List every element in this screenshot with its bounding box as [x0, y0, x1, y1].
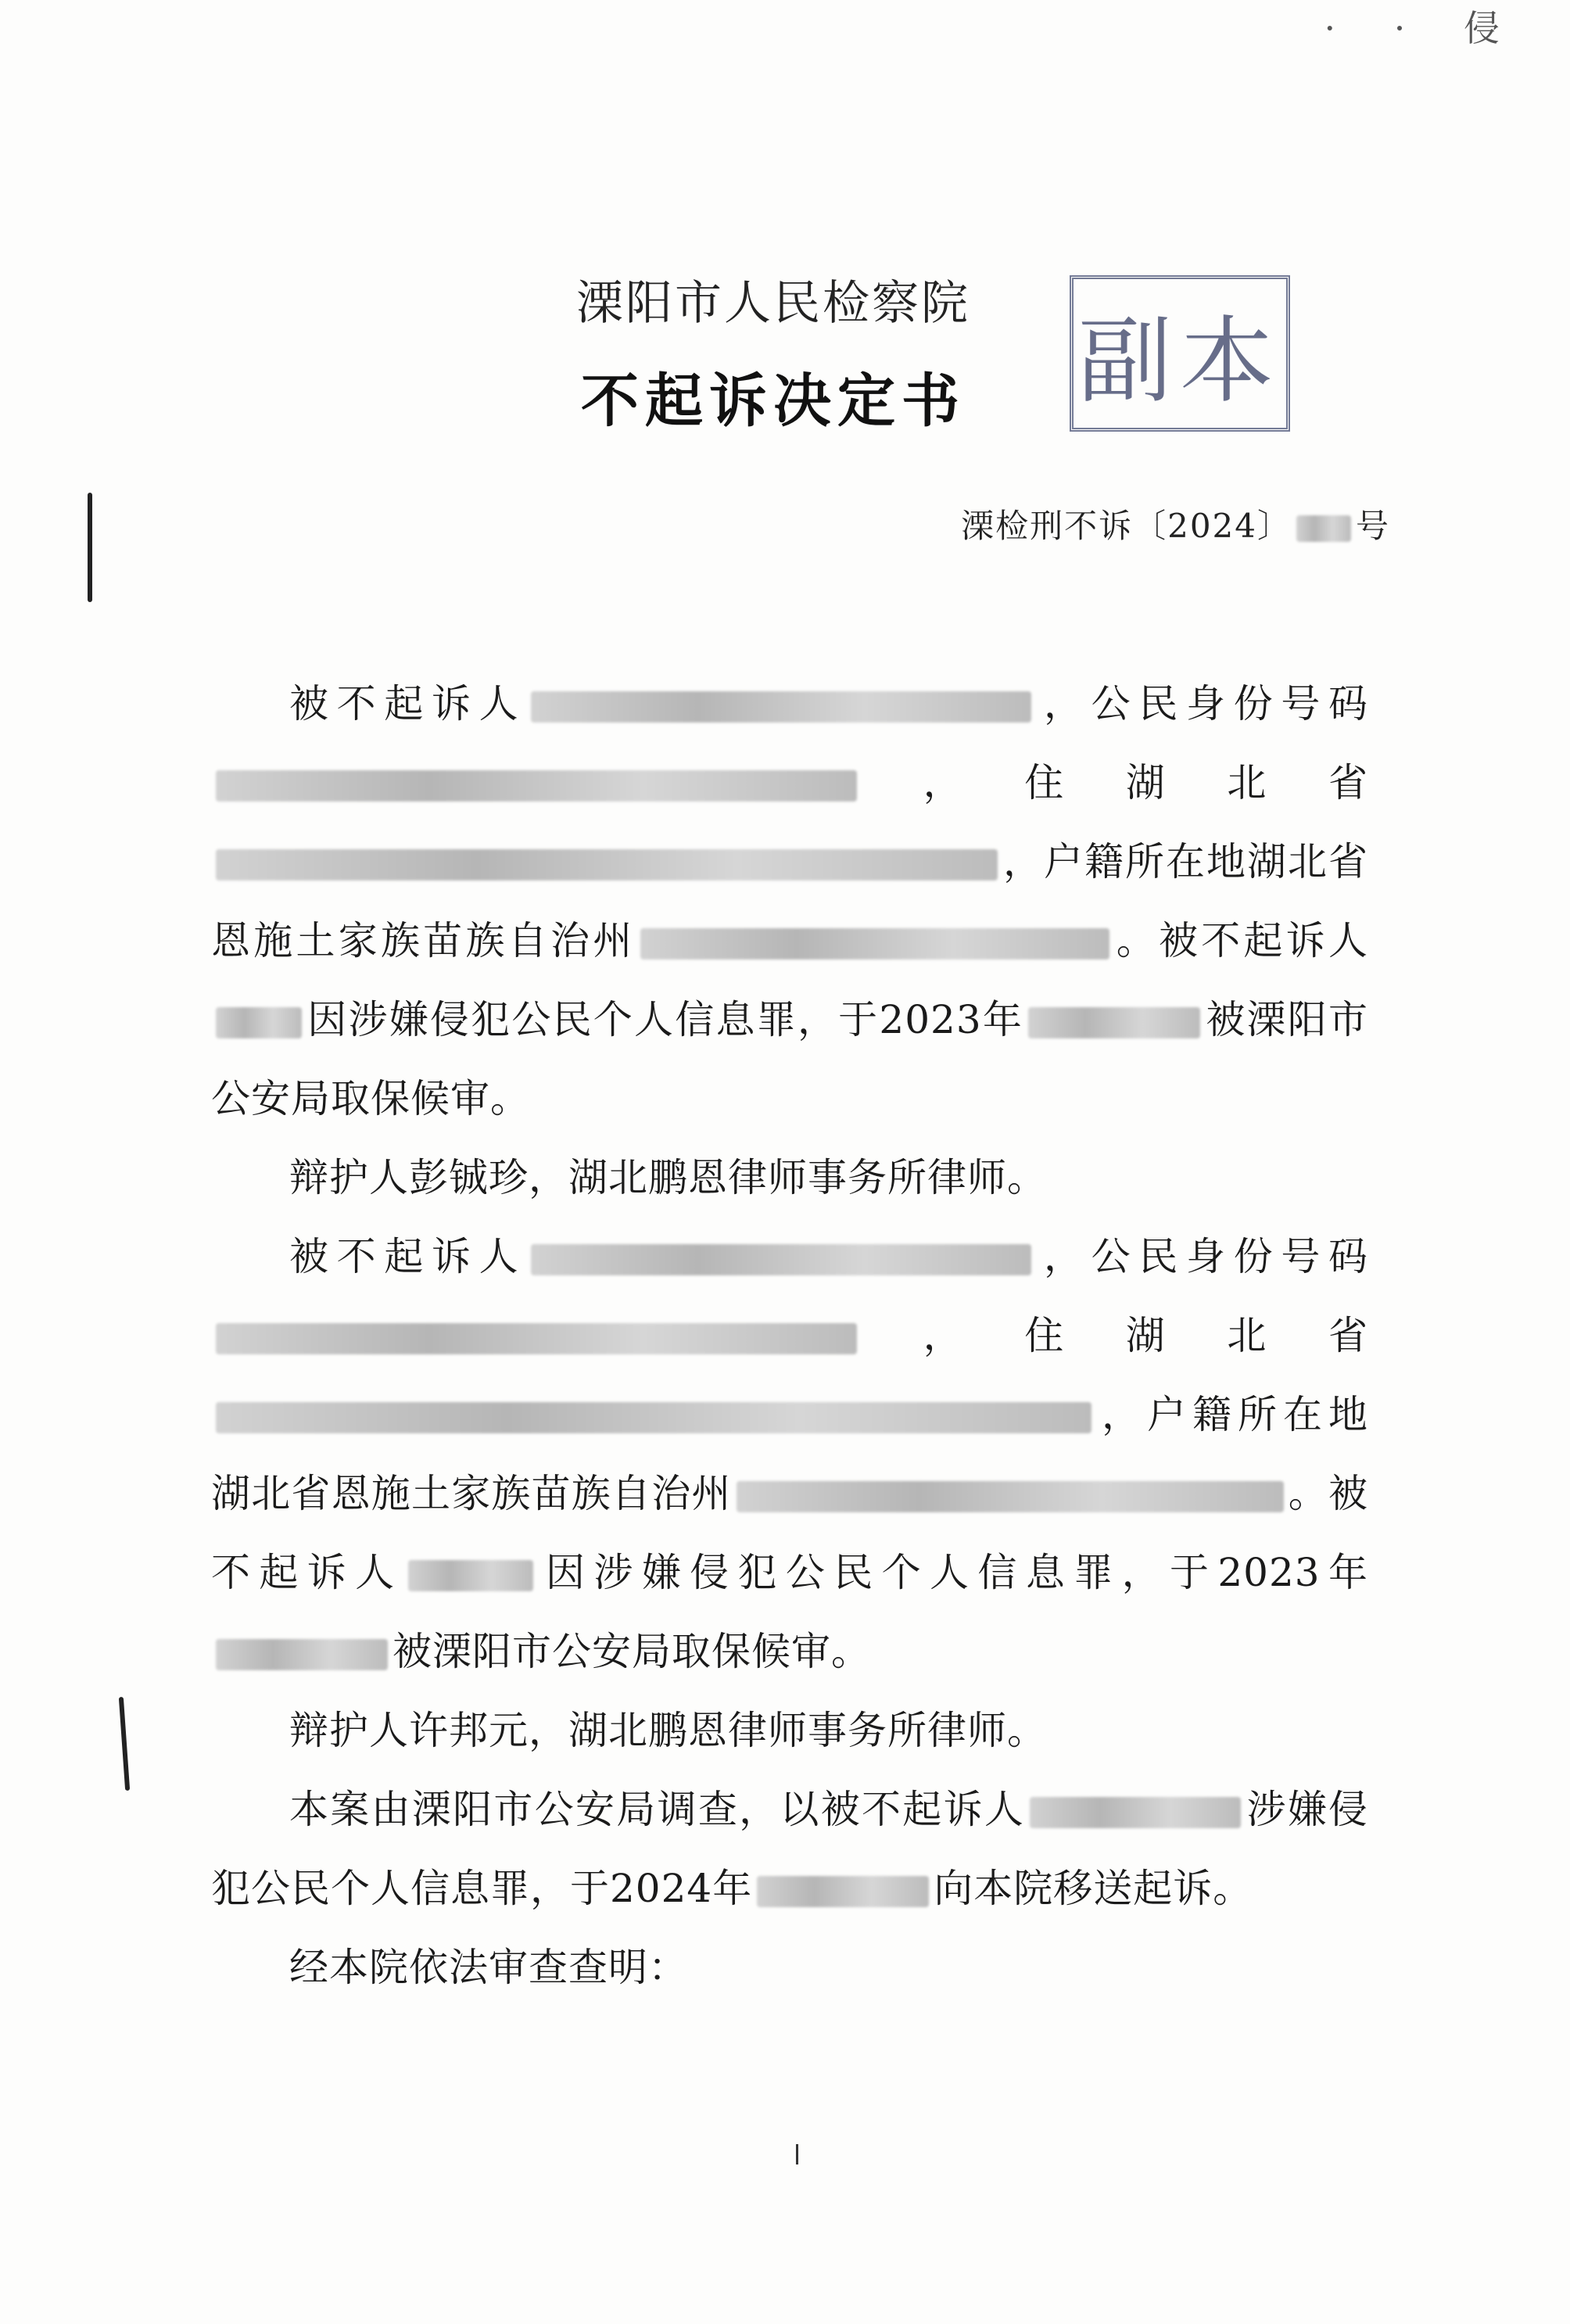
text-segment: 本案由溧阳市公安局调查，以被不起诉人 — [289, 1787, 1026, 1832]
margin-mark-upper — [88, 493, 92, 602]
redacted-date — [216, 1639, 388, 1670]
paragraph-defender-2: 辩护人许邦元，湖北鹏恩律师事务所律师。 — [289, 1708, 1047, 1753]
text-segment: 被溧阳市公安局取保候审。 — [392, 1629, 871, 1674]
redacted-address — [737, 1481, 1284, 1512]
redacted-address — [216, 1402, 1091, 1433]
redacted-personal-info — [531, 691, 1031, 723]
text-segment: ，户籍所在地湖北省恩施土家族苗族自治州 — [211, 839, 1368, 963]
redacted-date — [1028, 1007, 1200, 1038]
text-segment: ，公民身份号码 — [1036, 681, 1369, 726]
text-segment: 因涉嫌侵犯公民个人信息罪，于2023年 — [306, 997, 1024, 1042]
text-segment: ，住湖北省 — [862, 1313, 1368, 1358]
corner-mark: · · 侵 — [1324, 7, 1523, 49]
redacted-name — [408, 1560, 533, 1591]
text-segment: 涉嫌侵犯公民个人信息罪，于2024年 — [211, 1787, 1369, 1911]
doc-number-suffix: 号 — [1355, 507, 1390, 545]
doc-title: 不起诉决定书 — [581, 368, 966, 435]
redacted-names — [1030, 1797, 1241, 1828]
paragraph-case-transfer — [211, 1770, 1368, 1928]
text-segment: ，户籍所在地湖北省恩施土家族苗族自治州 — [211, 1392, 1368, 1516]
doc-number — [961, 500, 1390, 547]
text-segment: ，公民身份号码 — [1036, 1234, 1369, 1279]
text-segment: 被不起诉人 — [289, 681, 527, 726]
text-segment: 被不起诉人 — [289, 1234, 527, 1279]
text-segment: ，住湖北省 — [862, 760, 1368, 805]
text-segment: 向本院移送起诉。 — [934, 1866, 1253, 1911]
paragraph-findings-intro: 经本院依法审查查明： — [289, 1945, 688, 1990]
redacted-name — [216, 1007, 302, 1038]
text-segment: 被溧阳市公安局取保候审。 — [211, 997, 1368, 1121]
paragraph-defendant-1 — [211, 665, 1368, 1139]
redacted-id-number — [216, 770, 857, 802]
paragraph-defender-1: 辩护人彭铖珍，湖北鹏恩律师事务所律师。 — [289, 1155, 1047, 1200]
redacted-date — [757, 1876, 929, 1907]
redacted-number — [1296, 515, 1351, 542]
title-block — [0, 266, 1570, 438]
org-name: 溧阳市人民检察院 — [576, 276, 970, 331]
text-segment: 。被不起诉人 — [1113, 918, 1368, 963]
body-text — [211, 665, 1368, 2007]
margin-mark-lower — [119, 1697, 130, 1791]
doc-number-prefix: 溧检刑不诉〔2024〕 — [961, 507, 1292, 545]
copy-stamp: 副本 — [1070, 275, 1290, 432]
redacted-personal-info — [531, 1244, 1031, 1275]
redacted-id-number — [216, 1323, 857, 1354]
paragraph-defendant-2 — [211, 1218, 1368, 1691]
redacted-address — [216, 849, 998, 880]
redacted-address — [640, 928, 1109, 959]
text-segment: 因涉嫌侵犯公民个人信息罪，于2023年 — [537, 1550, 1369, 1595]
footer-mark — [796, 2144, 798, 2164]
text-segment: 。被不起诉人 — [211, 1471, 1369, 1595]
